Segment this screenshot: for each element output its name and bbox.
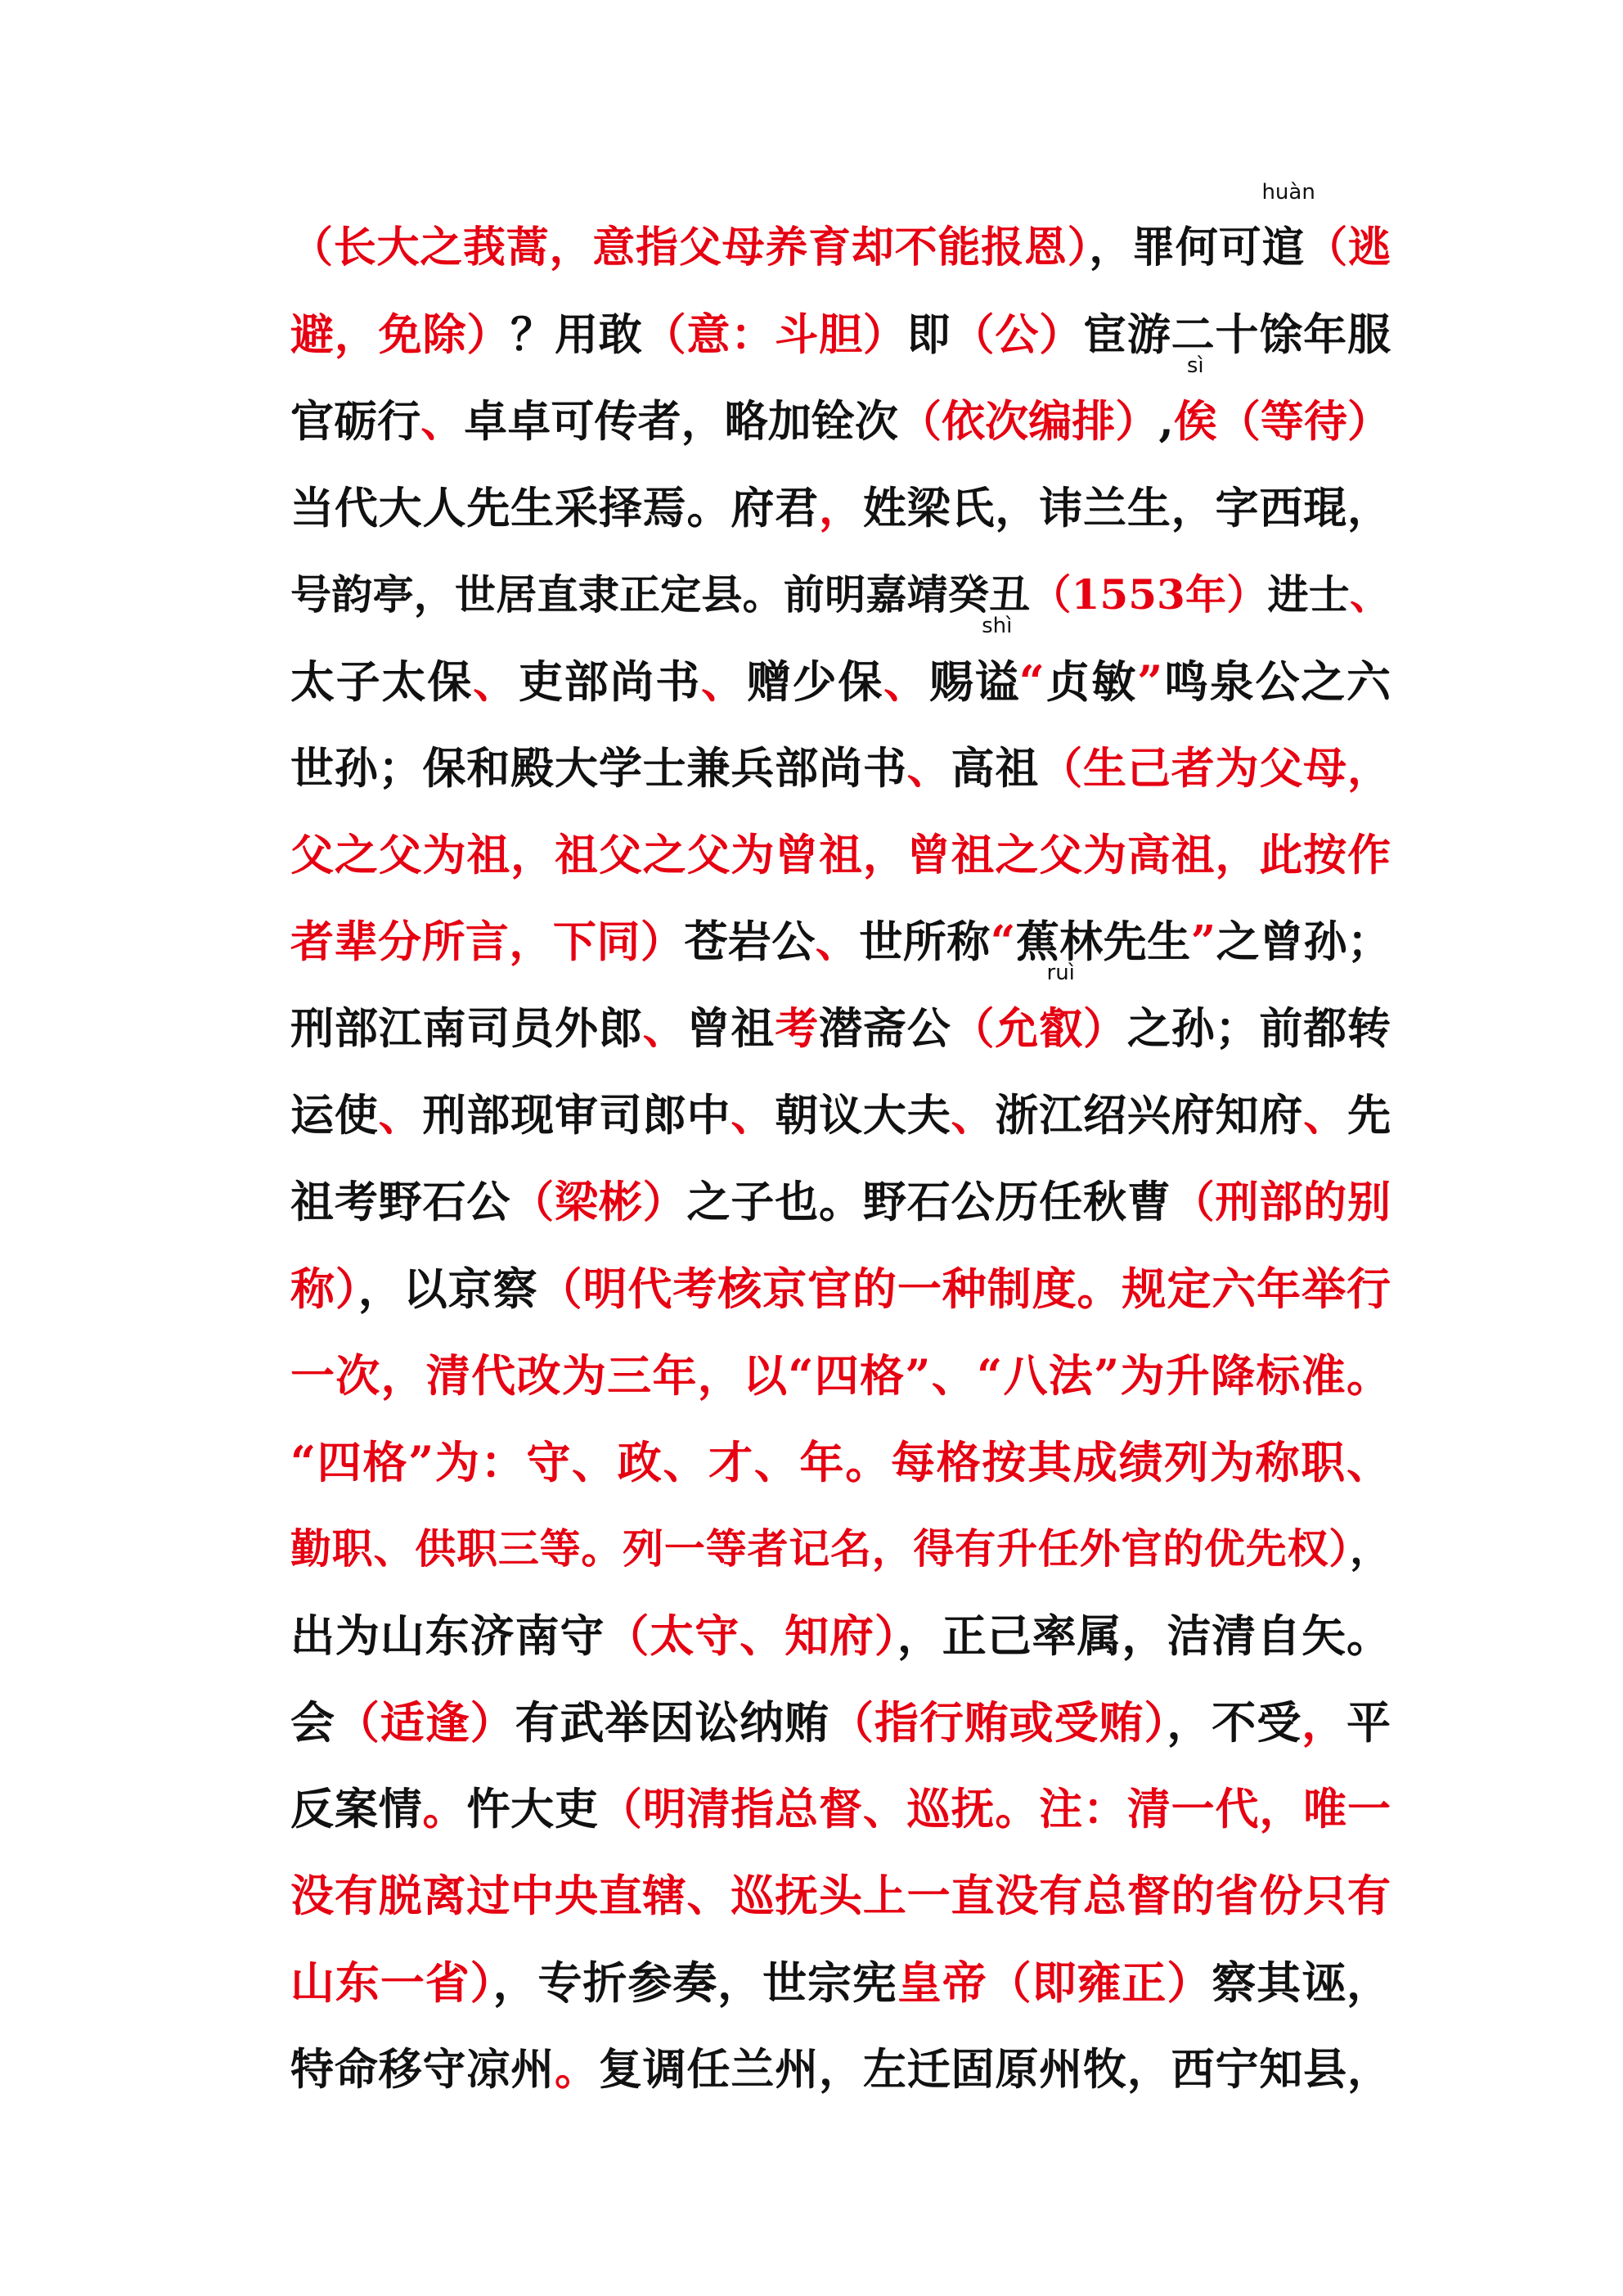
annotation-text: （明代考核京官的一种制度。规定六年举行 [537,1263,1391,1315]
text-line [290,2026,1391,2113]
annotation-text: （允 [951,1003,1040,1054]
body-text: 有武举因讼纳贿 [515,1696,830,1749]
annotation-text: 山东一省） [290,1956,493,2009]
body-text: 复调任兰州，左迁固原州牧，西宁知县， [598,2044,1391,2095]
text-line [290,180,1391,291]
annotation-text: 、 [1350,570,1391,619]
text-line [290,1766,1391,1853]
body-text: 朝议大夫 [775,1090,951,1141]
body-text: 反案情 [290,1784,423,1835]
annotation-text: （刑部的别 [1171,1177,1391,1227]
body-text: 世所称 [859,916,991,967]
text-line [290,291,1391,378]
body-text: 会 [290,1696,335,1749]
annotated-character [974,614,1019,725]
annotation-text: “ [990,916,1016,967]
annotation-text: （生己者为父母， [1039,743,1391,794]
annotation-text: （长大之莪蒿，意指父母养育却不能报恩） [290,223,1090,272]
text-line [290,1679,1391,1766]
annotation-text: 。 [555,2044,599,2095]
body-text: ，罪何可 [1089,223,1262,272]
pinyin-annotation: shì [982,614,1013,638]
annotation-text: ， [1302,1696,1347,1749]
body-text: 出为山东济南守 [290,1609,605,1662]
text-line [290,1939,1391,2026]
pinyin-annotation: huàn [1261,180,1315,205]
body-text: 刑部江南司员外郎 [290,1003,643,1054]
annotation-text: 皇帝（即雍正） [897,1956,1212,2009]
text-line [290,1245,1391,1332]
annotation-text: 、 [378,1090,423,1141]
body-text: 运使 [290,1090,379,1141]
annotation-text: 、 [701,655,747,708]
annotation-text: 、 [883,655,929,708]
body-text: ，专折参奏，世宗宪 [492,1956,897,2009]
annotation-text: 、 [420,396,465,447]
body-text: 蕉林先生 [1015,916,1191,967]
body-text: 浙江绍兴府知府 [995,1090,1304,1141]
body-text: 号韵亭，世居直隶正定县。前明嘉靖癸丑 [290,570,1031,619]
annotation-text: 、 [815,916,860,967]
body-text: 即 [906,309,951,360]
annotation-text: （明清指总督、巡抚。注：清一代，唯一 [598,1784,1391,1835]
annotation-text: 没有脱离过中央直辖、巡抚头上一直没有总督的省份只有 [290,1871,1391,1921]
body-text: 卓卓可传者，略加铨次 [464,396,898,447]
annotation-text: 。 [422,1784,467,1835]
annotation-text: 、 [731,1090,776,1141]
text-line [290,1159,1391,1245]
body-text: 之子也。野石公历任秋曹 [686,1177,1171,1227]
pinyin-annotation: ruì [1046,961,1075,985]
annotation-text: 考 [775,1003,820,1054]
annotation-text: 、 [951,1090,996,1141]
body-text: 贞敏 [1044,655,1138,708]
body-text: 祖考野石公 [290,1177,511,1227]
text-line [290,1853,1391,1939]
body-text: 察其诬， [1212,1956,1391,2009]
body-text: 忤大吏 [466,1784,599,1835]
body-text: ，以京察 [357,1263,538,1315]
text-line [290,551,1391,638]
body-text: 当代大人先生采择焉。府君 [290,483,819,533]
body-text: ，正己率属，洁清自矢。 [897,1609,1391,1662]
text-line [290,1506,1391,1592]
body-text: ， [1350,1524,1391,1573]
annotated-character [1173,353,1217,465]
body-text: 官砺行 [290,396,421,447]
character: 逭 [1261,223,1305,272]
annotation-text: 父之父为祖，祖父之父为曾祖，曾祖之父为高祖，此按作 [290,830,1391,880]
body-text: 之曾孙； [1216,916,1391,967]
annotation-text: （指行贿或受贿） [829,1696,1167,1749]
annotation-text: 避，免除） [290,309,511,360]
annotation-text: 、 [642,1003,687,1054]
body-text: 曾祖 [686,1003,776,1054]
annotation-text: 、 [473,655,519,708]
annotation-text: 、 [906,743,951,794]
body-text: 高祖 [951,743,1040,794]
annotation-text: 、 [1303,1090,1348,1141]
annotation-text: （公） [951,309,1084,360]
text-line [290,961,1391,1072]
character: 谥 [974,655,1019,708]
annotation-text: 勤职、供职三等。列一等者记名，得有升任外官的优先权） [290,1524,1350,1573]
annotation-text: ” [1137,655,1163,708]
body-text: 之孙；前都转 [1126,1003,1391,1054]
text-line [290,898,1391,985]
annotation-text: “ [1018,655,1045,708]
annotation-text: （太守、知府） [605,1609,897,1662]
text-line [290,725,1391,812]
character: 俟 [1173,396,1217,447]
pinyin-annotation: sì [1186,353,1204,378]
body-text: 赠少保 [746,655,884,708]
text-line [290,1332,1391,1419]
annotation-text: （梁彬） [510,1177,687,1227]
text-line [290,614,1391,725]
annotation-text: （依次编排） [897,396,1159,447]
annotation-text: 者辈分所言，下同） [290,916,685,967]
text-line [290,1419,1391,1506]
body-text: 赐 [928,655,975,708]
annotation-text: ” [1190,916,1216,967]
body-text: 特命移守凉州 [290,2044,555,2095]
annotation-text: ， [819,483,863,533]
annotated-character [1039,961,1083,1072]
annotation-text: 一次，清代改为三年，以“四格”、“八法”为升降标准。 [290,1349,1391,1402]
body-text: ，不受 [1167,1696,1302,1749]
body-text: 鸣泉公之六 [1162,655,1391,708]
annotation-text: ） [1082,1003,1127,1054]
annotation-text: （意：斗胆） [642,309,907,360]
body-text: 宦游二十馀年服 [1083,309,1391,360]
annotated-character [1261,180,1315,291]
text-line [290,465,1391,551]
annotation-text: 称） [290,1263,358,1315]
body-text: 先 [1347,1090,1391,1141]
body-text: 世孙；保和殿大学士兼兵部尚书 [290,743,907,794]
body-text: 平 [1347,1696,1391,1749]
character: 叡 [1039,1003,1083,1054]
text-line [290,353,1391,465]
annotation-text: （逃 [1304,223,1391,272]
body-text: , [1158,396,1174,447]
body-text: 吏部尚书 [518,655,701,708]
annotation-text: （等待） [1216,396,1391,447]
body-text: ？用敢 [510,309,643,360]
text-line [290,1072,1391,1159]
body-text: 刑部现审司郎中 [422,1090,731,1141]
document-body [290,180,1391,2113]
body-text: 苍岩公 [684,916,816,967]
text-line [290,1592,1391,1679]
body-text: 太子太保 [290,655,474,708]
text-line [290,812,1391,898]
body-text: 潜斋公 [819,1003,951,1054]
annotation-text: （1553年） [1030,570,1268,619]
annotation-text: （适逢） [335,1696,515,1749]
annotation-text: “四格”为：守、政、才、年。每格按其成绩列为称职、 [290,1436,1391,1488]
body-text: 进士 [1267,570,1351,619]
body-text: 姓梁氏，讳兰生，字西琨， [862,483,1391,533]
